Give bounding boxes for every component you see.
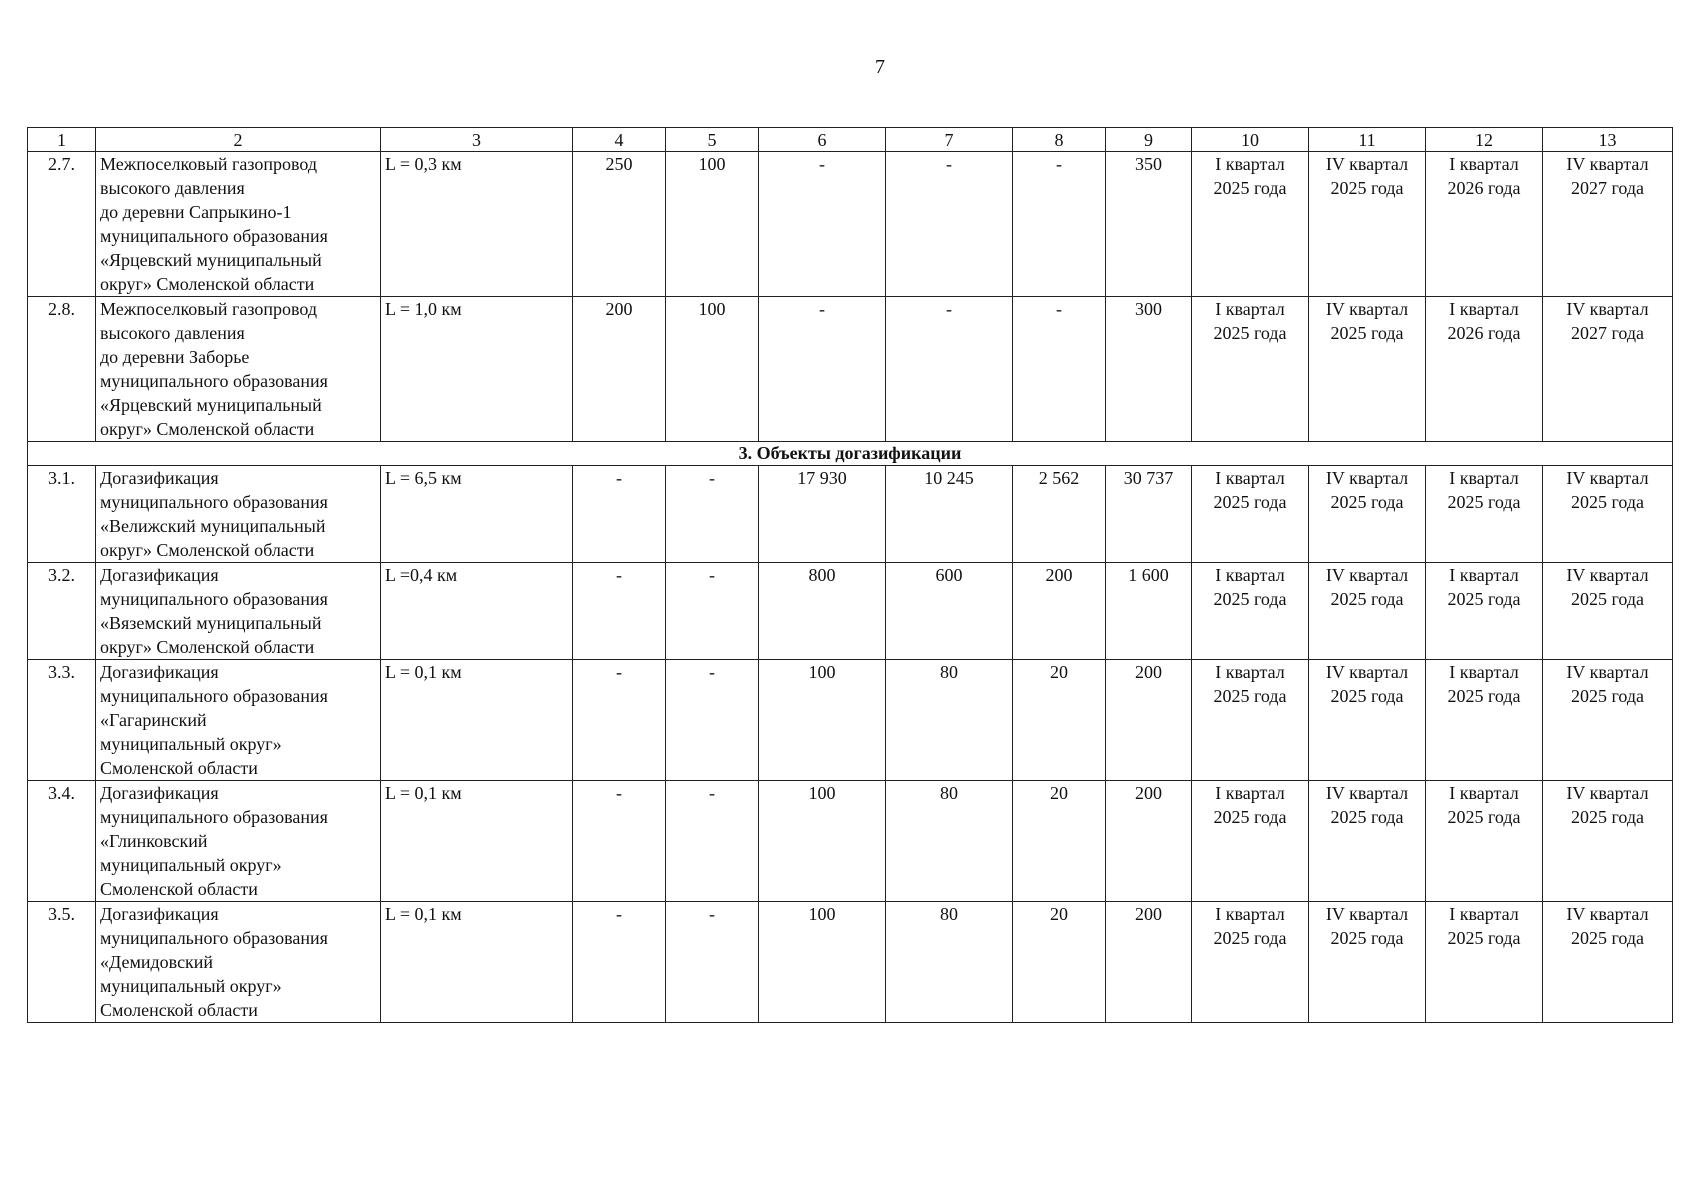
length-cell: L = 1,0 км bbox=[381, 297, 573, 442]
cell-line: муниципальный округ» bbox=[100, 976, 282, 996]
cell-line: IV квартал bbox=[1325, 662, 1409, 682]
value-cell-8: 2 562 bbox=[1013, 466, 1106, 563]
cell-line: IV квартал bbox=[1325, 565, 1409, 585]
cell-line: «Демидовский bbox=[100, 952, 214, 972]
value-cell-5: - bbox=[666, 466, 759, 563]
page-number: 7 bbox=[875, 56, 885, 78]
row-number-cell: 3.3. bbox=[28, 660, 96, 781]
cell-line: муниципальный округ» bbox=[100, 855, 282, 875]
row-number-cell: 3.1. bbox=[28, 466, 96, 563]
value-cell-9: 300 bbox=[1106, 297, 1192, 442]
period-cell-13 bbox=[1543, 563, 1673, 660]
value-cell-7: 80 bbox=[886, 902, 1013, 1023]
value-cell-9: 200 bbox=[1106, 902, 1192, 1023]
cell-line: муниципального образования bbox=[100, 492, 328, 512]
section-title: 3. Объекты догазификации bbox=[28, 442, 1673, 466]
cell-line: муниципального образования bbox=[100, 928, 328, 948]
cell-line: I квартал bbox=[1449, 904, 1519, 924]
column-number: 2 bbox=[96, 128, 381, 152]
period-cell-10 bbox=[1192, 781, 1309, 902]
cell-line: I квартал bbox=[1215, 299, 1285, 319]
cell-line: муниципального образования bbox=[100, 226, 328, 246]
period-cell-12 bbox=[1426, 902, 1543, 1023]
value-cell-4: - bbox=[573, 466, 666, 563]
cell-line: 2025 года bbox=[1447, 686, 1521, 706]
value-cell-8: 20 bbox=[1013, 781, 1106, 902]
column-number: 1 bbox=[28, 128, 96, 152]
cell-line: 2025 года bbox=[1330, 323, 1404, 343]
column-number: 5 bbox=[666, 128, 759, 152]
section-row bbox=[28, 442, 1673, 466]
cell-line: округ» Смоленской области bbox=[100, 274, 315, 294]
period-cell-12 bbox=[1426, 781, 1543, 902]
table-row bbox=[28, 152, 1673, 297]
period-cell-13 bbox=[1543, 152, 1673, 297]
cell-line: I квартал bbox=[1215, 565, 1285, 585]
cell-line: 2025 года bbox=[1213, 178, 1287, 198]
column-number: 4 bbox=[573, 128, 666, 152]
row-number-cell: 2.8. bbox=[28, 297, 96, 442]
cell-line: IV квартал bbox=[1566, 468, 1649, 488]
length-cell: L = 0,1 км bbox=[381, 902, 573, 1023]
cell-line: высокого давления bbox=[100, 323, 245, 343]
cell-line: 2025 года bbox=[1330, 686, 1404, 706]
period-cell-10 bbox=[1192, 563, 1309, 660]
value-cell-6: - bbox=[759, 152, 886, 297]
value-cell-9: 200 bbox=[1106, 781, 1192, 902]
cell-line: IV квартал bbox=[1566, 565, 1649, 585]
gasification-table bbox=[27, 127, 1673, 1023]
value-cell-7: 600 bbox=[886, 563, 1013, 660]
cell-line: I квартал bbox=[1449, 299, 1519, 319]
cell-line: 2025 года bbox=[1570, 928, 1645, 948]
cell-line: IV квартал bbox=[1566, 662, 1649, 682]
cell-line: 2025 года bbox=[1213, 807, 1287, 827]
value-cell-9: 1 600 bbox=[1106, 563, 1192, 660]
value-cell-5: - bbox=[666, 902, 759, 1023]
object-name-cell bbox=[96, 660, 381, 781]
cell-line: IV квартал bbox=[1325, 783, 1409, 803]
period-cell-12 bbox=[1426, 152, 1543, 297]
value-cell-7: 80 bbox=[886, 781, 1013, 902]
period-cell-10 bbox=[1192, 152, 1309, 297]
table-row bbox=[28, 781, 1673, 902]
value-cell-4: - bbox=[573, 660, 666, 781]
cell-line: «Велижский муниципальный bbox=[100, 516, 326, 536]
cell-line: «Глинковский bbox=[100, 831, 208, 851]
cell-line: Смоленской области bbox=[100, 758, 258, 778]
length-cell: L = 0,1 км bbox=[381, 660, 573, 781]
period-cell-11 bbox=[1309, 563, 1426, 660]
value-cell-7: 80 bbox=[886, 660, 1013, 781]
cell-line: муниципальный округ» bbox=[100, 734, 282, 754]
value-cell-5: - bbox=[666, 660, 759, 781]
cell-line: 2025 года bbox=[1447, 807, 1521, 827]
period-cell-10 bbox=[1192, 297, 1309, 442]
cell-line: 2027 года bbox=[1570, 323, 1645, 343]
cell-line: I квартал bbox=[1215, 904, 1285, 924]
value-cell-7: - bbox=[886, 297, 1013, 442]
cell-line: 2025 года bbox=[1570, 686, 1645, 706]
cell-line: «Вяземский муниципальный bbox=[100, 613, 322, 633]
period-cell-12 bbox=[1426, 466, 1543, 563]
value-cell-7: 10 245 bbox=[886, 466, 1013, 563]
period-cell-13 bbox=[1543, 781, 1673, 902]
value-cell-6: 100 bbox=[759, 902, 886, 1023]
value-cell-5: - bbox=[666, 563, 759, 660]
column-number: 7 bbox=[886, 128, 1013, 152]
cell-line: 2026 года bbox=[1447, 323, 1521, 343]
column-number: 8 bbox=[1013, 128, 1106, 152]
cell-line: до деревни Заборье bbox=[100, 347, 250, 367]
value-cell-4: - bbox=[573, 902, 666, 1023]
table-row bbox=[28, 902, 1673, 1023]
table-row bbox=[28, 660, 1673, 781]
cell-line: 2025 года bbox=[1570, 589, 1645, 609]
value-cell-9: 200 bbox=[1106, 660, 1192, 781]
table-row bbox=[28, 563, 1673, 660]
cell-line: Межпоселковый газопровод bbox=[100, 154, 318, 174]
row-number-cell: 3.2. bbox=[28, 563, 96, 660]
value-cell-8: 20 bbox=[1013, 660, 1106, 781]
value-cell-4: 250 bbox=[573, 152, 666, 297]
cell-line: Смоленской области bbox=[100, 1000, 258, 1020]
cell-line: округ» Смоленской области bbox=[100, 419, 315, 439]
period-cell-12 bbox=[1426, 660, 1543, 781]
cell-line: 2025 года bbox=[1447, 589, 1521, 609]
cell-line: I квартал bbox=[1449, 154, 1519, 174]
cell-line: 2025 года bbox=[1330, 589, 1404, 609]
object-name-cell bbox=[96, 563, 381, 660]
cell-line: IV квартал bbox=[1566, 154, 1649, 174]
value-cell-4: 200 bbox=[573, 297, 666, 442]
value-cell-8: 200 bbox=[1013, 563, 1106, 660]
cell-line: округ» Смоленской области bbox=[100, 540, 315, 560]
period-cell-10 bbox=[1192, 902, 1309, 1023]
cell-line: «Ярцевский муниципальный bbox=[100, 250, 322, 270]
value-cell-8: - bbox=[1013, 152, 1106, 297]
table-row bbox=[28, 466, 1673, 563]
cell-line: Межпоселковый газопровод bbox=[100, 299, 318, 319]
cell-line: Догазификация bbox=[100, 904, 219, 924]
cell-line: 2025 года bbox=[1447, 928, 1521, 948]
length-cell: L = 0,3 км bbox=[381, 152, 573, 297]
cell-line: Догазификация bbox=[100, 662, 219, 682]
length-cell: L = 0,1 км bbox=[381, 781, 573, 902]
period-cell-11 bbox=[1309, 781, 1426, 902]
cell-line: 2025 года bbox=[1330, 928, 1404, 948]
length-cell: L =0,4 км bbox=[381, 563, 573, 660]
value-cell-6: 800 bbox=[759, 563, 886, 660]
period-cell-11 bbox=[1309, 152, 1426, 297]
value-cell-9: 30 737 bbox=[1106, 466, 1192, 563]
cell-line: IV квартал bbox=[1566, 783, 1649, 803]
table-row bbox=[28, 297, 1673, 442]
column-number: 6 bbox=[759, 128, 886, 152]
value-cell-5: - bbox=[666, 781, 759, 902]
cell-line: I квартал bbox=[1449, 565, 1519, 585]
cell-line: 2025 года bbox=[1330, 492, 1404, 512]
value-cell-8: 20 bbox=[1013, 902, 1106, 1023]
cell-line: 2025 года bbox=[1213, 686, 1287, 706]
cell-line: 2025 года bbox=[1213, 589, 1287, 609]
period-cell-11 bbox=[1309, 297, 1426, 442]
cell-line: IV квартал bbox=[1566, 299, 1649, 319]
cell-line: IV квартал bbox=[1325, 904, 1409, 924]
cell-line: 2025 года bbox=[1213, 323, 1287, 343]
cell-line: 2025 года bbox=[1213, 492, 1287, 512]
cell-line: I квартал bbox=[1215, 662, 1285, 682]
cell-line: I квартал bbox=[1449, 468, 1519, 488]
object-name-cell bbox=[96, 297, 381, 442]
cell-line: муниципального образования bbox=[100, 589, 328, 609]
cell-line: «Ярцевский муниципальный bbox=[100, 395, 322, 415]
value-cell-6: 17 930 bbox=[759, 466, 886, 563]
column-number: 10 bbox=[1192, 128, 1309, 152]
cell-line: муниципального образования bbox=[100, 686, 328, 706]
column-number-row bbox=[28, 128, 1673, 152]
column-number: 11 bbox=[1309, 128, 1426, 152]
period-cell-11 bbox=[1309, 660, 1426, 781]
cell-line: высокого давления bbox=[100, 178, 245, 198]
value-cell-5: 100 bbox=[666, 297, 759, 442]
cell-line: I квартал bbox=[1449, 662, 1519, 682]
cell-line: 2025 года bbox=[1330, 178, 1404, 198]
cell-line: 2025 года bbox=[1330, 807, 1404, 827]
cell-line: муниципального образования bbox=[100, 371, 328, 391]
value-cell-6: - bbox=[759, 297, 886, 442]
period-cell-13 bbox=[1543, 466, 1673, 563]
value-cell-4: - bbox=[573, 781, 666, 902]
column-number: 13 bbox=[1543, 128, 1673, 152]
cell-line: Догазификация bbox=[100, 565, 219, 585]
period-cell-13 bbox=[1543, 297, 1673, 442]
period-cell-13 bbox=[1543, 660, 1673, 781]
cell-line: Догазификация bbox=[100, 468, 219, 488]
period-cell-10 bbox=[1192, 660, 1309, 781]
cell-line: округ» Смоленской области bbox=[100, 637, 315, 657]
object-name-cell bbox=[96, 152, 381, 297]
value-cell-8: - bbox=[1013, 297, 1106, 442]
object-name-cell bbox=[96, 466, 381, 563]
period-cell-12 bbox=[1426, 563, 1543, 660]
cell-line: 2025 года bbox=[1570, 492, 1645, 512]
cell-line: I квартал bbox=[1215, 783, 1285, 803]
value-cell-5: 100 bbox=[666, 152, 759, 297]
cell-line: муниципального образования bbox=[100, 807, 328, 827]
value-cell-7: - bbox=[886, 152, 1013, 297]
period-cell-12 bbox=[1426, 297, 1543, 442]
value-cell-6: 100 bbox=[759, 660, 886, 781]
value-cell-4: - bbox=[573, 563, 666, 660]
period-cell-11 bbox=[1309, 466, 1426, 563]
cell-line: I квартал bbox=[1215, 468, 1285, 488]
cell-line: 2025 года bbox=[1447, 492, 1521, 512]
cell-line: 2026 года bbox=[1447, 178, 1521, 198]
cell-line: 2025 года bbox=[1213, 928, 1287, 948]
cell-line: 2025 года bbox=[1570, 807, 1645, 827]
cell-line: I квартал bbox=[1449, 783, 1519, 803]
column-number: 9 bbox=[1106, 128, 1192, 152]
object-name-cell bbox=[96, 781, 381, 902]
row-number-cell: 3.5. bbox=[28, 902, 96, 1023]
period-cell-10 bbox=[1192, 466, 1309, 563]
cell-line: Смоленской области bbox=[100, 879, 258, 899]
cell-line: «Гагаринский bbox=[100, 710, 207, 730]
length-cell: L = 6,5 км bbox=[381, 466, 573, 563]
column-number: 12 bbox=[1426, 128, 1543, 152]
object-name-cell bbox=[96, 902, 381, 1023]
cell-line: IV квартал bbox=[1325, 154, 1409, 174]
row-number-cell: 2.7. bbox=[28, 152, 96, 297]
cell-line: 2027 года bbox=[1570, 178, 1645, 198]
cell-line: до деревни Сапрыкино-1 bbox=[100, 202, 292, 222]
cell-line: IV квартал bbox=[1566, 904, 1649, 924]
cell-line: IV квартал bbox=[1325, 299, 1409, 319]
value-cell-9: 350 bbox=[1106, 152, 1192, 297]
cell-line: I квартал bbox=[1215, 154, 1285, 174]
row-number-cell: 3.4. bbox=[28, 781, 96, 902]
cell-line: IV квартал bbox=[1325, 468, 1409, 488]
cell-line: Догазификация bbox=[100, 783, 219, 803]
column-number: 3 bbox=[381, 128, 573, 152]
value-cell-6: 100 bbox=[759, 781, 886, 902]
period-cell-13 bbox=[1543, 902, 1673, 1023]
period-cell-11 bbox=[1309, 902, 1426, 1023]
